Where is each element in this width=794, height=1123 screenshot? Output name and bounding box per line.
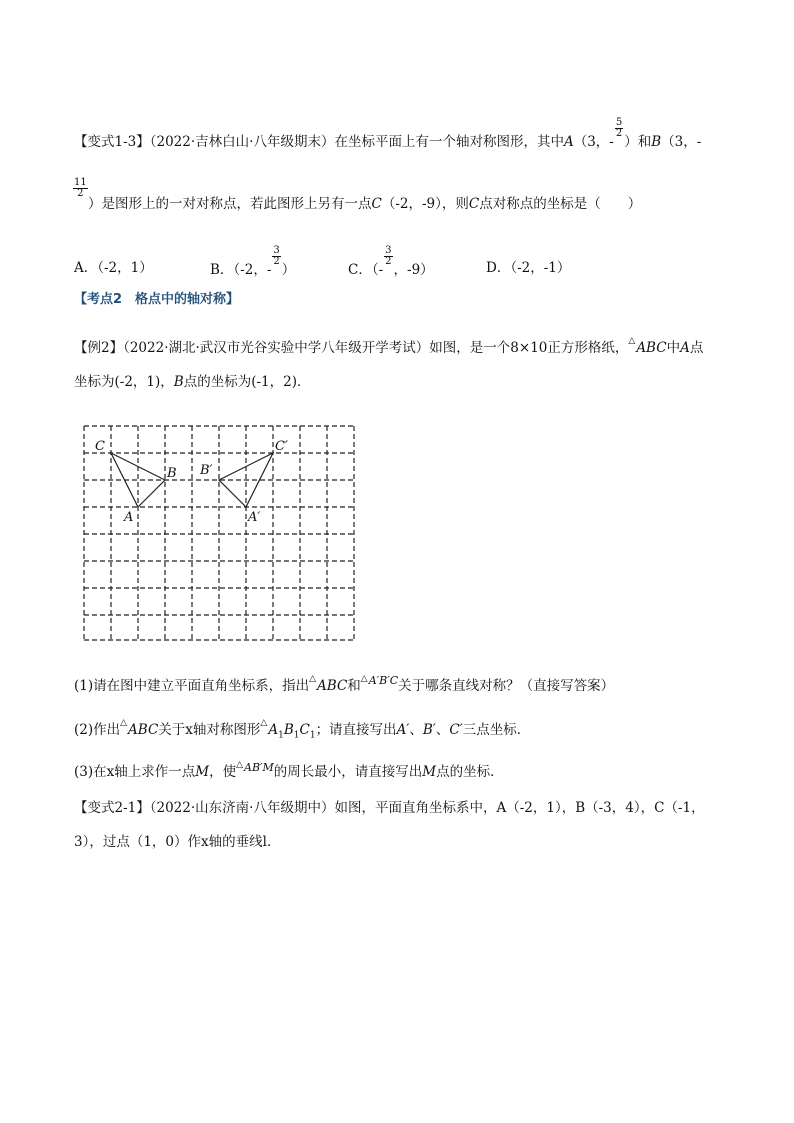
example2-line2b: 点的坐标为(-1，2)． [183,374,311,390]
frac-den: 2 [615,128,623,139]
point-a-label: A [563,134,574,150]
example2-text3: 点 [689,340,704,356]
q2-end: 三点坐标． [462,722,531,738]
optb-frac [272,246,280,267]
label-c-prime: C′ [275,439,288,454]
optc-pre: C．（- [348,262,384,278]
example2-line1 [74,336,704,358]
q3-m: M [195,764,210,780]
question-2 [74,718,531,744]
section2-title: 【考点2 格点中的轴对称】 [74,292,240,307]
question-1 [74,674,615,696]
q2-post: ；请直接写出 [315,722,397,738]
q2-c-prime: C′ [449,722,463,738]
q2-a-prime: A′ [396,722,410,738]
point-c-label-2: C [468,196,480,212]
q2-c1: C [299,722,310,738]
fraction-5-2 [615,118,623,139]
b-coord-pre: （3，- [661,134,702,150]
abc-label: ABC [636,340,667,356]
q1-and: 和 [347,678,361,694]
triangle-symbol: △ [260,718,268,728]
q2-pre: (2)作出 [74,722,121,738]
example2-text2: 中 [666,340,681,356]
q3-abm: AB′M [244,761,274,774]
q2-sep1: 、 [409,722,423,738]
optb-post: ） [281,262,296,278]
label-b-prime: B′ [200,463,213,478]
variant21-text1: 如图，平面直角坐标系中，A（-2，1），B（-3，4），C（-1， [334,800,705,816]
fraction-11-2 [72,178,89,199]
variant13-text2: ）是图形上的一对对称点，若此图形上另有一点 [88,196,372,212]
q1-post: 关于哪条直线对称？（直接写答案） [398,678,615,694]
point-c-label: C [371,196,382,212]
optc-post: ，-9） [393,262,434,278]
q3-mid: ，使 [209,764,237,780]
frac-num: 3 [385,245,392,256]
q2-a1: A [268,722,279,738]
frac-num: 11 [74,177,87,188]
q3-post: 的周长最小，请直接写出 [273,764,423,780]
sub-1: 1 [278,730,284,741]
variant21-line1 [74,800,705,816]
optc-frac [384,246,392,267]
a-coord-pre: （3，- [573,134,614,150]
label-c: C [95,439,105,454]
variant21-line2: 3），过点（1，0）作x轴的垂线l． [74,834,281,850]
frac-num: 3 [273,245,280,256]
option-b[interactable] [210,245,296,281]
q1-abc-prime: A′B′C [368,674,399,687]
q3-m2: M [422,764,437,780]
example2-line2 [74,374,310,390]
frac-num: 5 [615,117,623,128]
triangle-symbol: △ [360,674,368,684]
variant21-tag: 【变式2-1】 [74,800,150,816]
sub-1: 1 [293,730,300,741]
q2-sep2: 、 [435,722,450,738]
example2-text1: 如图，是一个8×10正方形格纸， [429,340,629,356]
a-coord-post: ）和 [624,134,652,150]
grid-figure [78,418,363,648]
triangle-symbol: △ [309,674,317,684]
option-d[interactable]: D．（-2，-1） [486,260,571,276]
option-a[interactable]: A．（-2，1） [74,260,153,276]
variant13-source: （2022·吉林白山·八年级期末） [149,134,335,150]
triangle-symbol: △ [120,718,128,728]
label-a: A [124,510,134,525]
point-a: A [680,340,690,356]
optb-pre: B．（-2，- [210,262,272,278]
frac-den: 2 [273,256,280,267]
variant13-line2 [88,196,641,212]
label-b: B [167,466,177,481]
example2-source: （2022·湖北·武汉市光谷实验中学八年级开学考试） [123,340,430,356]
q2-b-prime: B′ [422,722,436,738]
example2-tag: 【例2】 [74,340,124,356]
point-b-label: B [651,134,662,150]
dashed-grid [84,426,354,640]
option-c[interactable] [348,245,434,281]
variant13-text3: （-2，-9），则 [381,196,469,212]
sub-1: 1 [309,730,316,741]
question-3 [74,760,504,782]
q2-abc: ABC [128,722,159,738]
variant21-source: （2022·山东济南·八年级期中） [149,800,335,816]
variant13-text1: 在坐标平面上有一个轴对称图形，其中 [334,134,564,150]
variant13-line1 [74,117,702,153]
example2-line2a: 坐标为(-2，1)， [74,374,174,390]
q3-end: 点的坐标． [436,764,504,780]
q1-pre: (1)请在图中建立平面直角坐标系，指出 [74,678,310,694]
frac-den: 2 [77,188,84,199]
q2-mid: 关于x轴对称图形 [158,722,261,738]
q1-abc: ABC [317,678,348,694]
frac-den: 2 [385,256,392,267]
variant13-tag: 【变式1-3】 [74,134,150,150]
q3-pre: (3)在x轴上求作一点 [74,764,196,780]
variant13-text4: 点对称点的坐标是（ ） [479,196,642,212]
triangle-symbol: △ [236,760,243,770]
point-b: B [173,374,184,390]
label-a-prime: A′ [248,510,261,525]
triangle-symbol: △ [628,336,636,346]
q2-b1: B [283,722,294,738]
